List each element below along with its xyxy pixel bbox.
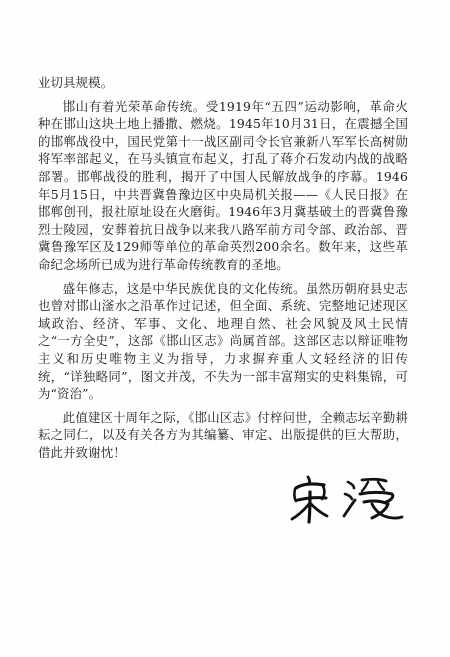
body-text <box>38 74 408 467</box>
paragraph-revolutionary-tradition: 邯山有着光荣革命传统。受1919年“五四”运动影响，革命火种在邯山这块土地上播撒、燃烧。1945年10月31日，在震撼全国的邯郸战役中，国民党第十一战区副司令长官兼新八军军长高树勋将军率部起义，在马头镇宣布起义，打乱了蒋介石发动内战的战略部署。邯郸战役的胜利，揭开了中国人民解放战争的序幕。1946年5月15日，中共晋冀鲁豫边区中央局机关报——《人民日报》在邯郸创刊，报社原址设在火磨街。1946年3月冀基破土的晋冀鲁豫烈士陵园，安葬着抗日战争以来我八路军前方司令部、政治部、晋冀鲁豫军区及129师等单位的革命英烈200余名。数年来，这些革命纪念场所已成为进行革命传统教育的圣地。 <box>38 98 408 272</box>
paragraph-acknowledgements: 此值建区十周年之际，《邯山区志》付梓问世，全赖志坛辛勤耕耘之同仁，以及有关各方为其编纂、审定、出版提供的巨大帮助，借此并致谢忱！ <box>38 409 408 460</box>
paragraph-gazetteer-tradition: 盛年修志，这是中华民族优良的文化传统。虽然历朝府县史志也曾对邯山滏水之沿革作过记述，但全面、系统、完整地记述现区域政治、经济、军事、文化、地理自然、社会风貌及风土民情之“一方全史”，这部《邯山区志》尚属首部。这部区志以辩证唯物主义和历史唯物主义为指导，力求摒弃重人文轻经济的旧传统，“详独略同”，图文并茂，不失为一部丰富翔实的史料集锦，可为“资治”。 <box>38 280 408 402</box>
paragraph-continuation: 业切具规模。 <box>38 75 114 90</box>
handwritten-signature <box>282 470 412 526</box>
